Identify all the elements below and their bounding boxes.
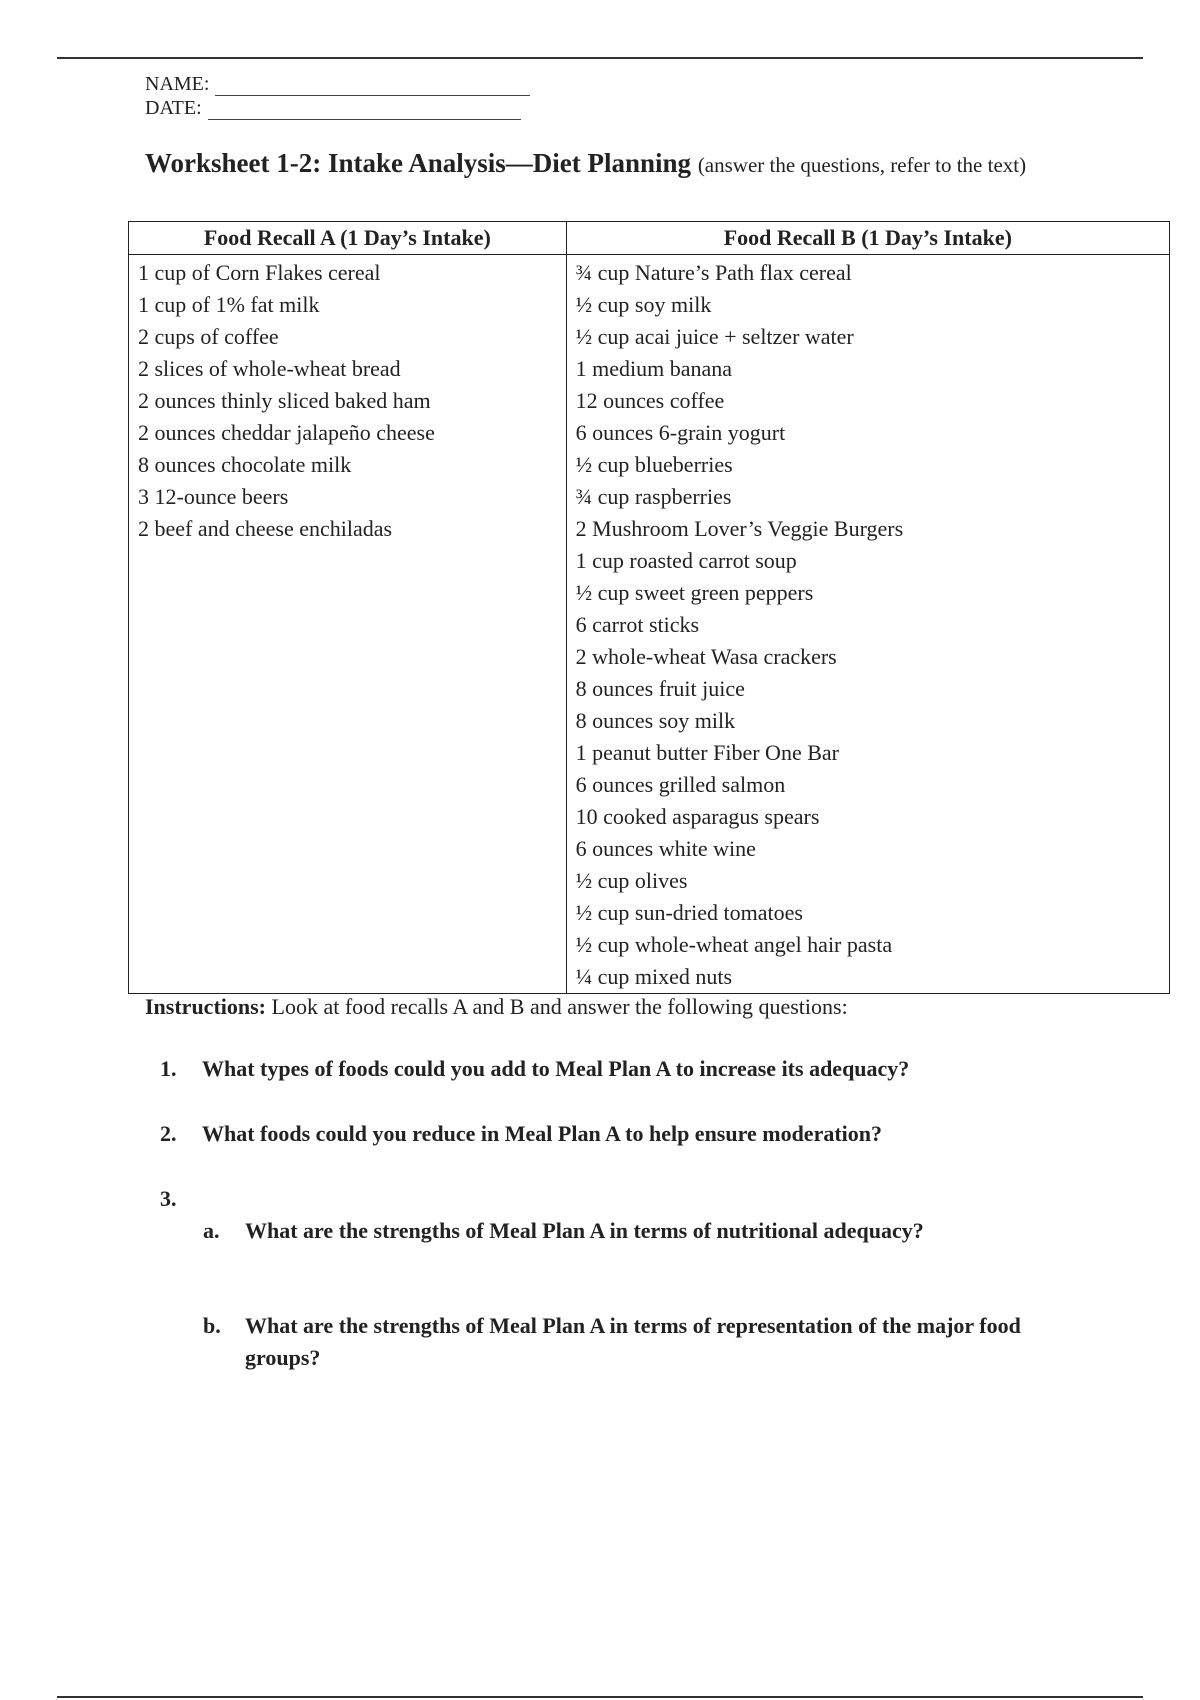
list-item: 6 ounces white wine <box>575 836 756 861</box>
list-item: 2 ounces thinly sliced baked ham <box>138 388 431 413</box>
list-item: 1 cup roasted carrot soup <box>575 548 797 573</box>
top-rule <box>57 57 1143 59</box>
food-recall-b-header: Food Recall B (1 Day’s Intake) <box>566 222 1169 255</box>
question-text: What are the strengths of Meal Plan A in terms of representation of the major food groups? <box>245 1313 1021 1370</box>
list-item: 2 beef and cheese enchiladas <box>138 516 393 541</box>
name-label: NAME: <box>145 73 210 95</box>
list-item: ½ cup olives <box>575 868 688 893</box>
list-item: 8 ounces fruit juice <box>575 676 745 701</box>
list-item: 1 cup of Corn Flakes cereal <box>138 260 381 285</box>
list-item: 1 medium banana <box>575 356 733 381</box>
worksheet-title <box>145 146 1026 182</box>
list-item: 2 cups of coffee <box>138 324 279 349</box>
list-item: 8 ounces soy milk <box>575 708 736 733</box>
list-item: 2 whole-wheat Wasa crackers <box>575 644 837 669</box>
list-item: ¾ cup Nature’s Path flax cereal <box>575 260 852 285</box>
name-field <box>145 72 530 96</box>
question-letter: a. <box>203 1218 220 1243</box>
date-label: DATE: <box>145 97 202 119</box>
list-item: ½ cup sun-dried tomatoes <box>575 900 803 925</box>
worksheet-title-main: Worksheet 1-2: Intake Analysis—Diet Planning <box>145 148 692 178</box>
list-item: ½ cup soy milk <box>575 292 712 317</box>
list-item: 1 cup of 1% fat milk <box>138 292 320 317</box>
list-item: ½ cup blueberries <box>575 452 733 477</box>
list-item: 3 12-ounce beers <box>138 484 289 509</box>
date-field <box>145 96 521 120</box>
list-item: 12 ounces coffee <box>575 388 725 413</box>
list-item: 6 ounces grilled salmon <box>575 772 786 797</box>
list-item: ½ cup acai juice + seltzer water <box>575 324 854 349</box>
instructions-label: Instructions: <box>145 994 267 1019</box>
food-recall-b-list <box>566 255 1169 994</box>
instructions <box>145 992 848 1022</box>
list-item: ½ cup whole-wheat angel hair pasta <box>575 932 893 957</box>
list-item: 6 ounces 6-grain yogurt <box>575 420 786 445</box>
instructions-text: Look at food recalls A and B and answer the following questions: <box>266 994 848 1019</box>
food-recall-a-header: Food Recall A (1 Day’s Intake) <box>129 222 567 255</box>
list-item: 1 peanut butter Fiber One Bar <box>575 740 839 765</box>
list-item: 10 cooked asparagus spears <box>575 804 820 829</box>
list-item: 6 carrot sticks <box>575 612 700 637</box>
question-number: 1. <box>160 1056 177 1081</box>
question-text: What foods could you reduce in Meal Plan A to help ensure moderation? <box>202 1121 883 1146</box>
list-item: ½ cup sweet green peppers <box>575 580 814 605</box>
list-item: 8 ounces chocolate milk <box>138 452 352 477</box>
list-item: 2 Mushroom Lover’s Veggie Burgers <box>575 516 904 541</box>
food-recall-table <box>128 221 1170 994</box>
question-text: What types of foods could you add to Meal Plan A to increase its adequacy? <box>202 1056 910 1081</box>
question-number: 3. <box>160 1186 177 1211</box>
list-item: 2 slices of whole-wheat bread <box>138 356 401 381</box>
worksheet-title-note: (answer the questions, refer to the text) <box>697 153 1027 177</box>
bottom-rule <box>57 1696 1143 1698</box>
question-number: 2. <box>160 1121 177 1146</box>
question-letter: b. <box>203 1313 221 1338</box>
name-blank-line[interactable] <box>215 77 530 96</box>
list-item: ¼ cup mixed nuts <box>575 964 733 989</box>
date-blank-line[interactable] <box>208 101 521 120</box>
list-item: 2 ounces cheddar jalapeño cheese <box>138 420 435 445</box>
question-text: What are the strengths of Meal Plan A in terms of nutritional adequacy? <box>245 1218 924 1243</box>
list-item: ¾ cup raspberries <box>575 484 732 509</box>
food-recall-a-list <box>129 255 567 994</box>
